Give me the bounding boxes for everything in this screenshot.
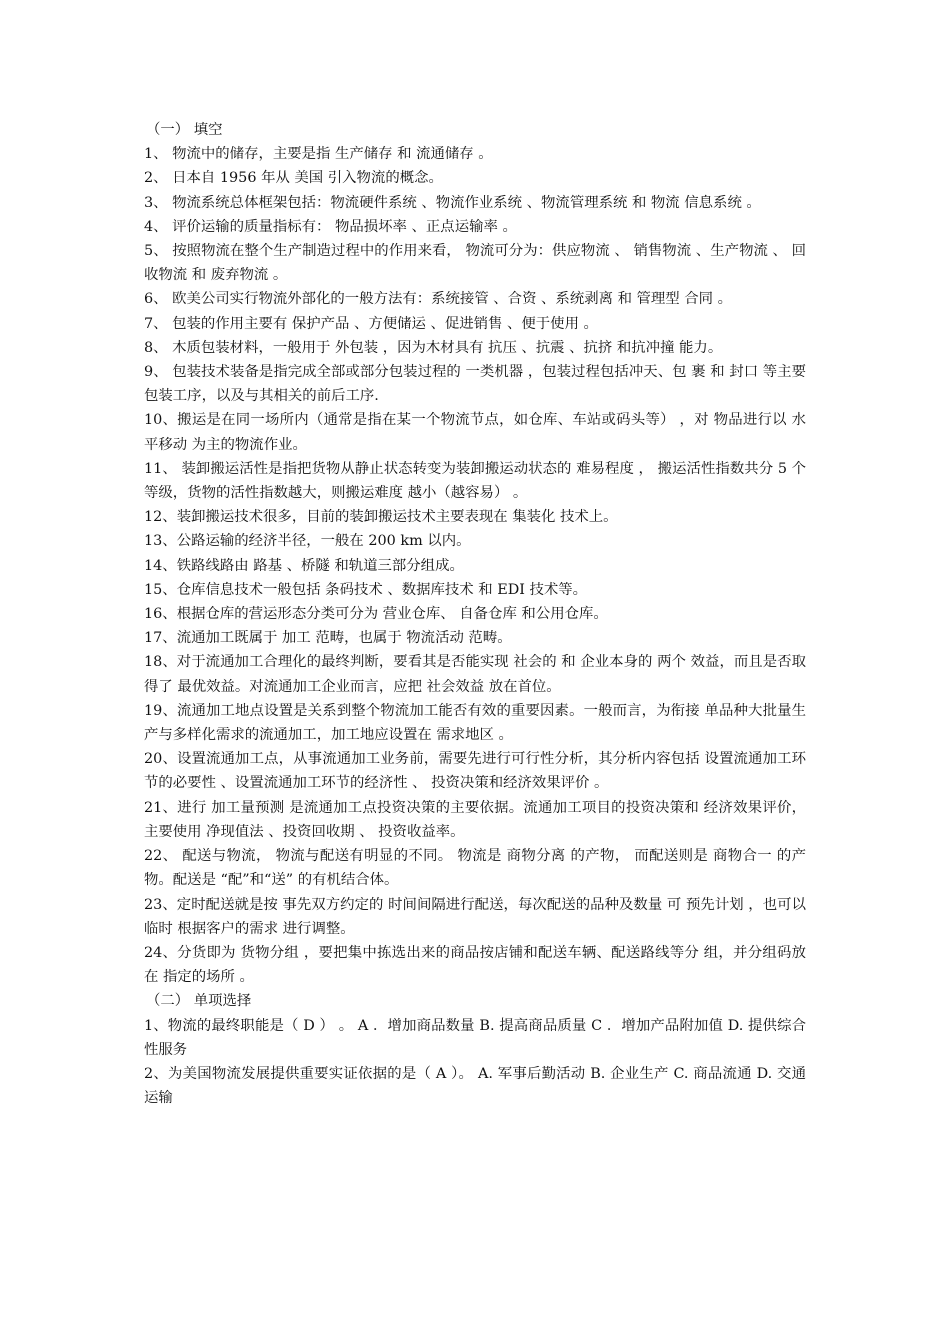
question-item: 18、对于流通加工合理化的最终判断，要看其是否能实现 社会的 和 企业本身的 两个 效益，而且是否取得了 最优效益。对流通加工企业而言，应把 社会效益 放在首位。	[144, 654, 806, 695]
question-item: 14、铁路线路由 路基 、桥隧 和轨道三部分组成。	[144, 557, 464, 574]
choice-question-item: 2、为美国物流发展提供重要实证依据的是（ A ）。 A. 军事后勤活动 B. 企业生产 C. 商品流通 D. 交通运输	[144, 1065, 806, 1107]
question-item: 12、装卸搬运技术很多，目前的装卸搬运技术主要表现在 集装化 技术上。	[144, 509, 618, 526]
question-item: 22、 配送与物流， 物流与配送有明显的不同。 物流是 商物分离 的产物， 而配送则是 商物合一 的产物。配送是 “配”和“送” 的有机结合体。	[144, 848, 806, 889]
choice-question-item: 1、物流的最终职能是（ D ） 。 A ．增加商品数量 B. 提高商品质量 C ．增加产品附加值 D. 提供综合性服务	[144, 1017, 806, 1058]
question-item: 7、 包装的作用主要有 保护产品 、方便储运 、促进销售 、便于使用 。	[144, 315, 598, 332]
question-item: 3、 物流系统总体框架包括：物流硬件系统 、物流作业系统 、物流管理系统 和 物流 信息系统 。	[144, 194, 761, 211]
question-item: 2、 日本自 1956 年从 美国 引入物流的概念。	[144, 170, 443, 187]
question-item: 19、流通加工地点设置是关系到整个物流加工能否有效的重要因素。一般而言，为衔接 单品种大批量生产与多样化需求的流通加工，加工地应设置在 需求地区 。	[144, 702, 806, 744]
question-item: 24、分货即为 货物分组 ，要把集中拣选出来的商品按店铺和配送车辆、配送路线等分 组，并分组码放在 指定的场所 。	[144, 944, 806, 986]
question-item: 4、 评价运输的质量指标有： 物品损坏率 、正点运输率 。	[144, 218, 517, 235]
question-item: 15、仓库信息技术一般包括 条码技术 、数据库技术 和 EDI 技术等。	[144, 581, 588, 598]
question-item: 11、 装卸搬运活性是指把货物从静止状态转变为装卸搬运动状态的 难易程度 ， 搬运活性指数共分 5 个等级，货物的活性指数越大，则搬运难度 越小（越容易） 。	[144, 460, 806, 502]
question-item: 23、定时配送就是按 事先双方约定的 时间间隔进行配送，每次配送的品种及数量 可 预先计划 ，也可以临时 根据客户的需求 进行调整。	[144, 896, 806, 937]
question-item: 8、 木质包装材料，一般用于 外包装 ，因为木材具有 抗压 、抗震 、抗挤 和抗冲撞 能力。	[144, 339, 723, 356]
question-item: 13、公路运输的经济半径，一般在 200 km 以内。	[144, 533, 471, 550]
question-item: 16、根据仓库的营运形态分类可分为 营业仓库、 自备仓库 和公用仓库。	[144, 606, 608, 623]
question-item: 6、 欧美公司实行物流外部化的一般方法有：系统接管 、合资 、系统剥离 和 管理型 合同 。	[144, 291, 733, 308]
question-item: 5、 按照物流在整个生产制造过程中的作用来看， 物流可分为：供应物流 、 销售物流 、生产物流 、 回收物流 和 废弃物流 。	[144, 243, 806, 284]
question-item: 9、 包装技术装备是指完成全部或部分包装过程的 一类机器 ，包装过程包括冲天、包 裹 和 封口 等主要包装工序，以及与其相关的前后工序.	[144, 364, 806, 405]
document-body	[144, 118, 806, 1110]
section-heading-single-choice: （二） 单项选择	[146, 993, 252, 1010]
question-item: 10、搬运是在同一场所内（通常是指在某一个物流节点，如仓库、车站或码头等） ，对 物品进行以 水平移动 为主的物流作业。	[144, 412, 806, 453]
question-item: 21、进行 加工量预测 是流通加工点投资决策的主要依据。流通加工项目的投资决策和 经济效果评价，主要使用 净现值法 、投资回收期 、 投资收益率。	[144, 799, 806, 840]
question-item: 1、 物流中的储存，主要是指 生产储存 和 流通储存 。	[144, 146, 493, 163]
section-heading-fill-in: （一） 填空	[146, 122, 223, 138]
question-item: 17、流通加工既属于 加工 范畴，也属于 物流活动 范畴。	[144, 630, 512, 647]
question-item: 20、设置流通加工点，从事流通加工业务前，需要先进行可行性分析，其分析内容包括 设置流通加工环节的必要性 、设置流通加工环节的经济性 、 投资决策和经济效果评价 。	[144, 751, 806, 792]
